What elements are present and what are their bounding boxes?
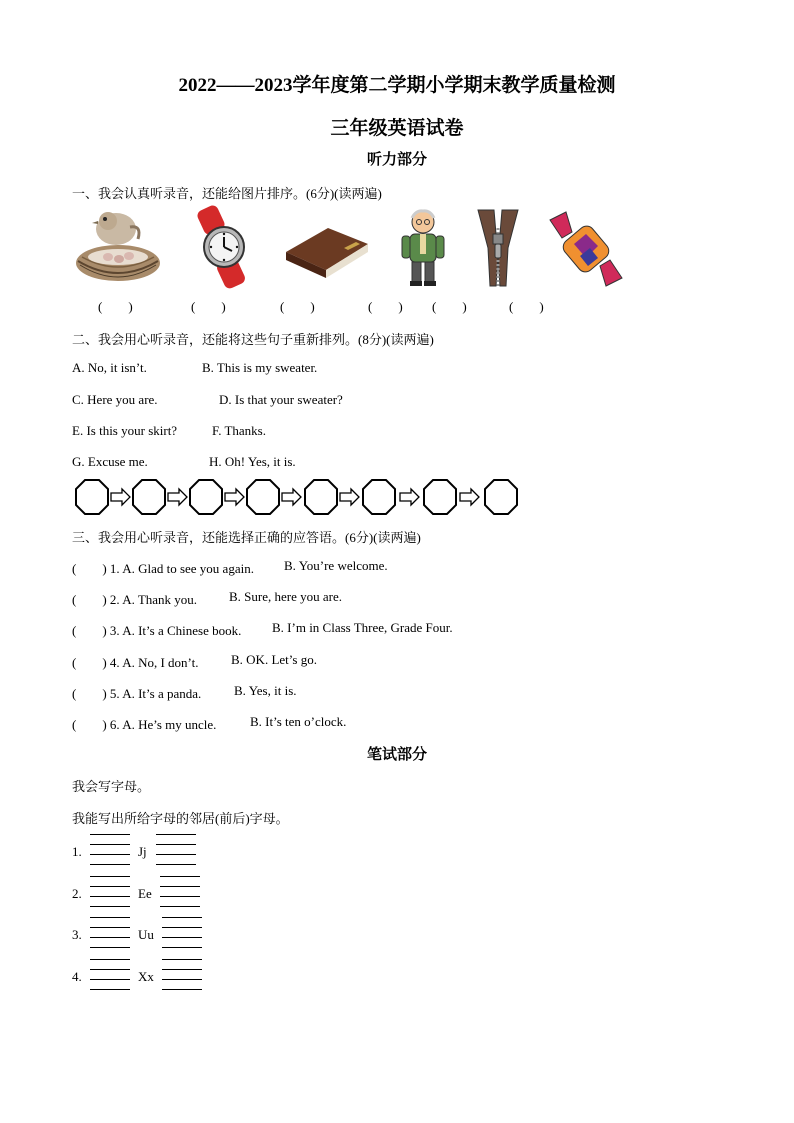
octagon-box[interactable] <box>424 480 456 514</box>
picture-blank-5[interactable]: ( ) <box>432 299 467 314</box>
written-instruction: 我能写出所给字母的邻居(前后)字母。 <box>72 811 289 826</box>
question-item[interactable]: ( ) 5. A. It’s a panda. <box>72 686 202 701</box>
arrow-icon <box>282 489 301 505</box>
blank-line[interactable] <box>90 969 130 970</box>
blank-line[interactable] <box>160 886 200 887</box>
question-item[interactable]: ( ) 3. A. It’s a Chinese book. <box>72 623 242 638</box>
item-number: 4. <box>72 969 82 984</box>
sentence-option: G. Excuse me. <box>72 454 148 469</box>
given-letter: Jj <box>138 844 147 859</box>
section2-instruction: 二、我会用心听录音，还能将这些句子重新排列。(8分)(读两遍) <box>72 332 434 347</box>
sentence-option: E. Is this your skirt? <box>72 423 178 438</box>
picture-blank-1[interactable]: ( ) <box>98 299 133 314</box>
section3-instruction: 三、我会用心听录音，还能选择正确的应答语。(6分)(读两遍) <box>72 530 421 545</box>
blank-line[interactable] <box>162 947 202 948</box>
arrow-icon <box>168 489 187 505</box>
sequence-octagon-chain <box>74 478 524 516</box>
letter-row <box>72 915 232 955</box>
sentence-option: A. No, it isn’t. <box>72 360 147 375</box>
blank-line[interactable] <box>90 864 130 865</box>
zipper-icon <box>476 208 520 288</box>
sentence-option: D. Is that your sweater? <box>219 392 343 407</box>
picture-blank-2[interactable]: ( ) <box>191 299 226 314</box>
octagon-box[interactable] <box>363 480 395 514</box>
blank-line[interactable] <box>90 844 130 845</box>
letter-row <box>72 832 232 872</box>
written-heading: 笔试部分 <box>366 747 427 763</box>
blank-line[interactable] <box>156 864 196 865</box>
book-icon <box>282 222 370 280</box>
exam-subtitle: 三年级英语试卷 <box>330 118 464 139</box>
blank-line[interactable] <box>90 886 130 887</box>
question-item[interactable]: ( ) 1. A. Glad to see you again. <box>72 561 254 576</box>
blank-line[interactable] <box>162 937 202 938</box>
given-letter: Xx <box>138 969 154 984</box>
arrow-icon <box>111 489 130 505</box>
written-intro: 我会写字母。 <box>72 779 151 794</box>
answer-option-b: B. You’re welcome. <box>284 558 388 573</box>
octagon-box[interactable] <box>247 480 279 514</box>
watch-icon <box>190 205 254 289</box>
item-number: 2. <box>72 886 82 901</box>
blank-line[interactable] <box>90 917 130 918</box>
arrow-icon <box>400 489 419 505</box>
picture-blank-4[interactable]: ( ) <box>368 299 403 314</box>
blank-line[interactable] <box>160 876 200 877</box>
octagon-box[interactable] <box>485 480 517 514</box>
arrow-icon <box>225 489 244 505</box>
octagon-box[interactable] <box>190 480 222 514</box>
blank-line[interactable] <box>162 989 202 990</box>
answer-option-b: B. Sure, here you are. <box>229 589 342 604</box>
blank-line[interactable] <box>90 989 130 990</box>
blank-line[interactable] <box>90 927 130 928</box>
blank-line[interactable] <box>90 834 130 835</box>
blank-line[interactable] <box>156 834 196 835</box>
blank-line[interactable] <box>90 959 130 960</box>
question-item[interactable]: ( ) 6. A. He’s my uncle. <box>72 717 217 732</box>
answer-option-b: B. Yes, it is. <box>234 683 297 698</box>
answer-option-b: B. It’s ten o’clock. <box>250 714 347 729</box>
exam-title: 2022——2023学年度第二学期小学期末教学质量检测 <box>178 75 616 96</box>
answer-option-b: B. OK. Let’s go. <box>231 652 317 667</box>
bird-nest-icon <box>72 205 164 287</box>
section1-instruction: 一、我会认真听录音，还能给图片排序。(6分)(读两遍) <box>72 186 382 201</box>
blank-line[interactable] <box>90 906 130 907</box>
blank-line[interactable] <box>156 844 196 845</box>
arrow-icon <box>340 489 359 505</box>
blank-line[interactable] <box>160 896 200 897</box>
grandpa-icon <box>398 208 448 288</box>
blank-line[interactable] <box>90 854 130 855</box>
blank-line[interactable] <box>90 876 130 877</box>
octagon-box[interactable] <box>305 480 337 514</box>
blank-line[interactable] <box>162 979 202 980</box>
letter-row <box>72 957 232 997</box>
item-number: 1. <box>72 844 82 859</box>
candy-icon <box>546 210 626 288</box>
blank-line[interactable] <box>162 969 202 970</box>
octagon-box[interactable] <box>76 480 108 514</box>
answer-option-b: B. I’m in Class Three, Grade Four. <box>272 620 453 635</box>
arrow-icon <box>460 489 479 505</box>
picture-blank-6[interactable]: ( ) <box>509 299 544 314</box>
blank-line[interactable] <box>90 947 130 948</box>
sentence-option: H. Oh! Yes, it is. <box>209 454 296 469</box>
blank-line[interactable] <box>90 896 130 897</box>
blank-line[interactable] <box>90 937 130 938</box>
blank-line[interactable] <box>162 959 202 960</box>
blank-line[interactable] <box>162 917 202 918</box>
item-number: 3. <box>72 927 82 942</box>
given-letter: Uu <box>138 927 154 942</box>
blank-line[interactable] <box>156 854 196 855</box>
sentence-option: B. This is my sweater. <box>202 360 318 375</box>
question-item[interactable]: ( ) 2. A. Thank you. <box>72 592 198 607</box>
letter-row <box>72 874 232 914</box>
question-item[interactable]: ( ) 4. A. No, I don’t. <box>72 655 199 670</box>
picture-blank-3[interactable]: ( ) <box>280 299 315 314</box>
blank-line[interactable] <box>160 906 200 907</box>
blank-line[interactable] <box>90 979 130 980</box>
octagon-box[interactable] <box>133 480 165 514</box>
given-letter: Ee <box>138 886 152 901</box>
sentence-option: C. Here you are. <box>72 392 158 407</box>
sentence-option: F. Thanks. <box>212 423 266 438</box>
listening-heading: 听力部分 <box>366 152 427 168</box>
blank-line[interactable] <box>162 927 202 928</box>
